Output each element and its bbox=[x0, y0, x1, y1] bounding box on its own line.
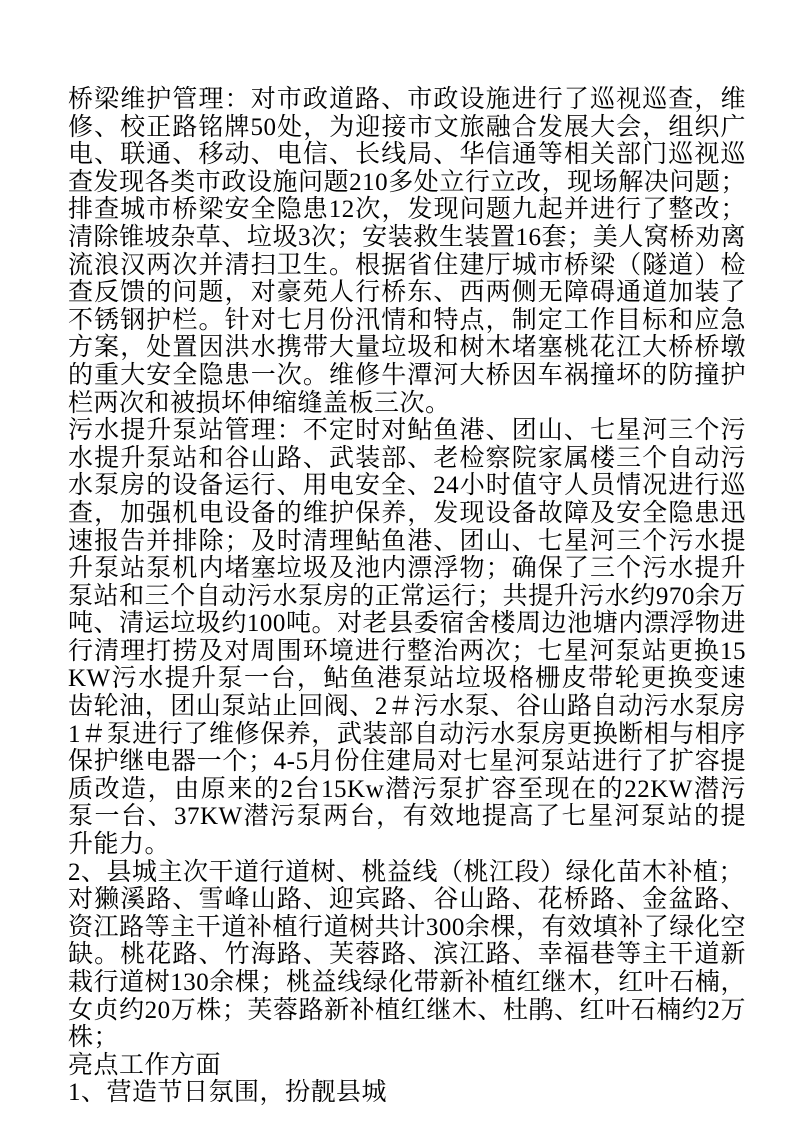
paragraph-bridge-maintenance: 桥梁维护管理：对市政道路、市政设施进行了巡视巡查，维修、校正路铭牌50处，为迎接市文旅融合发展大会，组织广电、联通、移动、电信、长线局、华信通等相关部门巡视巡查发现各类市政设施问题210多处立行立改，现场解决问题；排查城市桥梁安全隐患12次，发现问题九起并进行了整改；清除锥坡杂草、垃圾3次；安装救生装置16套；美人窝桥劝离流浪汉两次并清扫卫生。根据省住建厅城市桥梁（隧道）检查反馈的问题，对豪苑人行桥东、西两侧无障碍通道加装了不锈钢护栏。针对七月份汛情和特点，制定工作目标和应急方案，处置因洪水携带大量垃圾和树木堵塞桃花江大桥桥墩的重大安全隐患一次。维修牛潭河大桥因车祸撞坏的防撞护栏两次和被损坏伸缩缝盖板三次。 bbox=[68, 86, 746, 417]
paragraph-item-1-festival: 1、营造节日氛围，扮靓县城 bbox=[68, 1079, 388, 1107]
paragraph-highlights-heading: 亮点工作方面 bbox=[68, 1051, 222, 1079]
paragraph-item-2-greening-heading: 2、县城主次干道行道树、桃益线（桃江段）绿化苗木补植； bbox=[68, 858, 745, 886]
document-content bbox=[68, 86, 746, 1107]
paragraph-greening-details: 对獭溪路、雪峰山路、迎宾路、谷山路、花桥路、金盆路、资江路等主干道补植行道树共计300余棵，有效填补了绿化空缺。桃花路、竹海路、芙蓉路、滨江路、幸福巷等主干道新栽行道树130余棵；桃益线绿化带新补植红继木，红叶石楠，女贞约20万株；芙蓉路新补植红继木、杜鹃、红叶石楠约2万株； bbox=[68, 886, 746, 1052]
paragraph-sewage-pump-station: 污水提升泵站管理：不定时对鲇鱼港、团山、七星河三个污水提升泵站和谷山路、武装部、老检察院家属楼三个自动污水泵房的设备运行、用电安全、24小时值守人员情况进行巡查，加强机电设备的维护保养，发现设备故障及安全隐患迅速报告并排除；及时清理鲇鱼港、团山、七星河三个污水提升泵站泵机内堵塞垃圾及池内漂浮物；确保了三个污水提升泵站和三个自动污水泵房的正常运行；共提升污水约970余万吨、清运垃圾约100吨。对老县委宿舍楼周边池塘内漂浮物进行清理打捞及对周围环境进行整治两次；七星河泵站更换15KW污水提升泵一台，鲇鱼港泵站垃圾格栅皮带轮更换变速齿轮油，团山泵站止回阀、2＃污水泵、谷山路自动污水泵房1＃泵进行了维修保养，武装部自动污水泵房更换断相与相序保护继电器一个；4-5月份住建局对七星河泵站进行了扩容提质改造，由原来的2台15Kw潜污泵扩容至现在的22KW潜污泵一台、37KW潜污泵两台，有效地提高了七星河泵站的提升能力。 bbox=[68, 417, 746, 859]
